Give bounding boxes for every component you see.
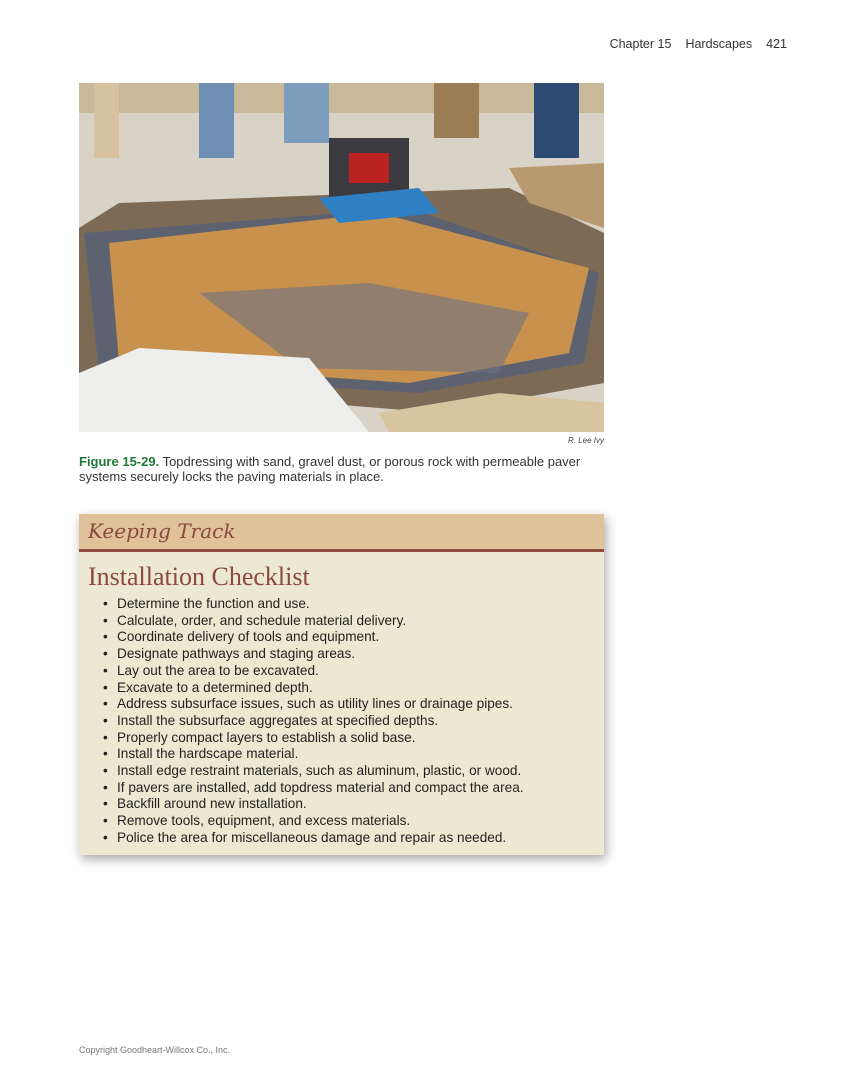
feature-band <box>79 514 604 552</box>
copyright-footer: Copyright Goodheart-Willcox Co., Inc. <box>79 1045 231 1055</box>
checklist-item: • Lay out the area to be excavated. <box>103 663 604 680</box>
checklist-item: • Install the subsurface aggregates at specified depths. <box>103 713 604 730</box>
paver-compaction-photo <box>79 83 604 432</box>
checklist-item: • Excavate to a determined depth. <box>103 680 604 697</box>
keeping-track-feature <box>79 514 604 855</box>
checklist-item: • Install edge restraint materials, such as aluminum, plastic, or wood. <box>103 763 604 780</box>
figure-label: Figure 15-29. <box>79 454 160 469</box>
section-label: Hardscapes <box>685 37 753 51</box>
photo-credit: R. Lee Ivy <box>567 436 604 445</box>
feature-title: Installation Checklist <box>88 562 310 591</box>
checklist-item: • Determine the function and use. <box>103 596 604 613</box>
checklist-item: • Backfill around new installation. <box>103 796 604 813</box>
checklist-item: • Calculate, order, and schedule material delivery. <box>103 613 604 630</box>
figure-caption <box>79 454 609 484</box>
checklist-item: • Address subsurface issues, such as utility lines or drainage pipes. <box>103 696 604 713</box>
running-header <box>610 37 787 51</box>
checklist-item: • Police the area for miscellaneous damage and repair as needed. <box>103 830 604 847</box>
checklist-item: • Designate pathways and staging areas. <box>103 646 604 663</box>
checklist-item: • Remove tools, equipment, and excess materials. <box>103 813 604 830</box>
caption-text: Topdressing with sand, gravel dust, or porous rock with permeable paver systems securely locks the paving materials in place. <box>79 454 581 484</box>
checklist-item: • If pavers are installed, add topdress material and compact the area. <box>103 780 604 797</box>
feature-band-label: Keeping Track <box>88 519 236 543</box>
chapter-label: Chapter 15 <box>609 37 672 51</box>
checklist-item: • Install the hardscape material. <box>103 746 604 763</box>
page-number: 421 <box>766 37 787 51</box>
checklist-item: • Coordinate delivery of tools and equipment. <box>103 629 604 646</box>
checklist-item: • Properly compact layers to establish a solid base. <box>103 730 604 747</box>
checklist <box>79 596 604 847</box>
